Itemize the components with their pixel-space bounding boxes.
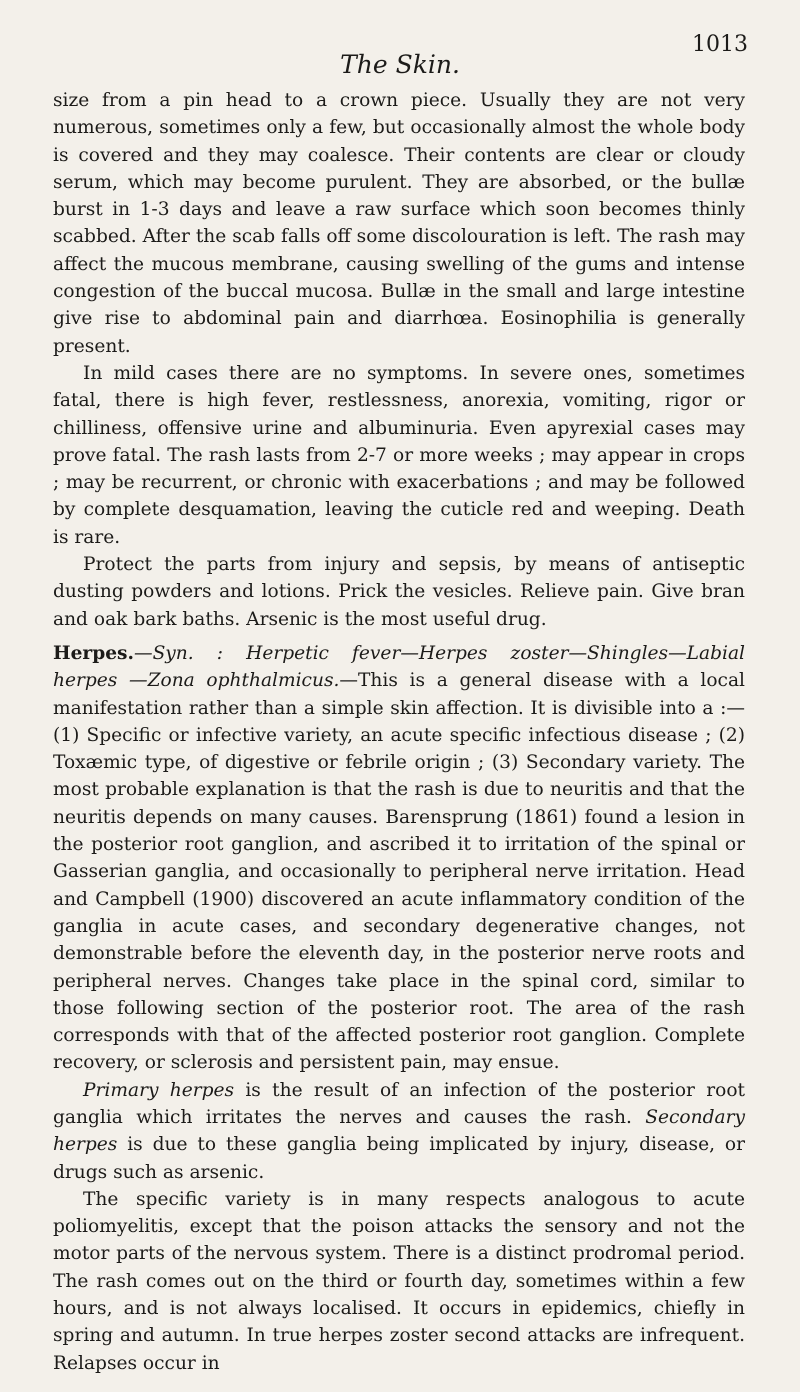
primary-herpes-label: Primary herpes [83,1079,235,1101]
paragraph-specific-variety: The specific variety is in many respects analogous to acute poliomyelitis, except that the poison attacks the sensory and not the motor parts of the nervous system. There is a distinct prodromal period. The rash comes out on the third or fourth day, sometimes within a few hours, and is not always localised. It occurs in epidemics, chiefly in spring and autumn. In true herpes zoster second attacks are infrequent. Relapses occur in [53,1188,745,1374]
body-text [53,87,745,1377]
herpes-heading: Herpes. [53,642,134,664]
paragraph-continuation: size from a pin head to a crown piece. Usually they are not very numerous, sometimes only a few, but occasionally almost the whole body is covered and they may coalesce. Their contents are clear or cloudy serum, which may become purulent. They are absorbed, or the bullæ burst in 1-3 days and leave a raw surface which soon becomes thinly scabbed. After the scab falls off some discolouration is left. The rash may affect the mucous membrane, causing swelling of the gums and intense congestion of the buccal mucosa. Bullæ in the small and large intestine give rise to abdominal pain and diarrhœa. Eosinophilia is generally present. [53,90,745,357]
page-number: 1013 [692,32,748,57]
secondary-herpes-text: is due to these ganglia being implicated by injury, disease, or drugs such as arsenic. [53,1134,745,1183]
running-header-title: The Skin. [340,50,460,79]
paragraph-herpes [53,640,745,1077]
paragraph-primary-herpes [53,1077,745,1186]
paragraph-treatment: Protect the parts from injury and sepsis, by means of antiseptic dusting powders and lotions. Prick the vesicles. Relieve pain. Give bran and oak bark baths. Arsenic is the most useful drug. [53,554,745,630]
herpes-text: —This is a general disease with a local manifestation rather than a simple skin affection. It is divisible into a :—(1) Specific or infective variety, an acute specific infectious disease ; (2) Toxæmic type, of digestive or febrile origin ; (3) Secondary variety. The most probable explanation is that the rash is due to neuritis and that the neuritis depends on many causes. Barensprung (1861) found a lesion in the posterior root ganglion, and ascribed it to irritation of the spinal or Gasserian ganglia, and occasionally to peripheral nerve irritation. Head and Campbell (1900) discovered an acute inflammatory condition of the ganglia in acute cases, and secondary degenerative changes, not demonstrable before the eleventh day, in the posterior nerve roots and peripheral nerves. Changes take place in the spinal cord, similar to those following section of the posterior root. The area of the rash corresponds with that of the affected posterior root ganglion. Complete recovery, or sclerosis and persistent pain, may ensue. [53,670,745,1074]
secondary-herpes-label: Secondary herpes [53,1106,745,1156]
herpes-synonyms: —Syn. : Herpetic fever—Herpes zoster—Shingles—Labial herpes —Zona ophthalmicus. [53,642,745,692]
paragraph-symptoms: In mild cases there are no symptoms. In severe ones, sometimes fatal, there is high fever, restlessness, anorexia, vomiting, rigor or chilliness, offensive urine and albuminuria. Even apyrexial cases may prove fatal. The rash lasts from 2-7 or more weeks ; may appear in crops ; may be recurrent, or chronic with exacerbations ; and may be followed by complete desquamation, leaving the cuticle red and weeping. Death is rare. [53,362,745,548]
primary-herpes-text: is the result of an infection of the posterior root ganglia which irritates the nerves and causes the rash. [53,1079,745,1128]
